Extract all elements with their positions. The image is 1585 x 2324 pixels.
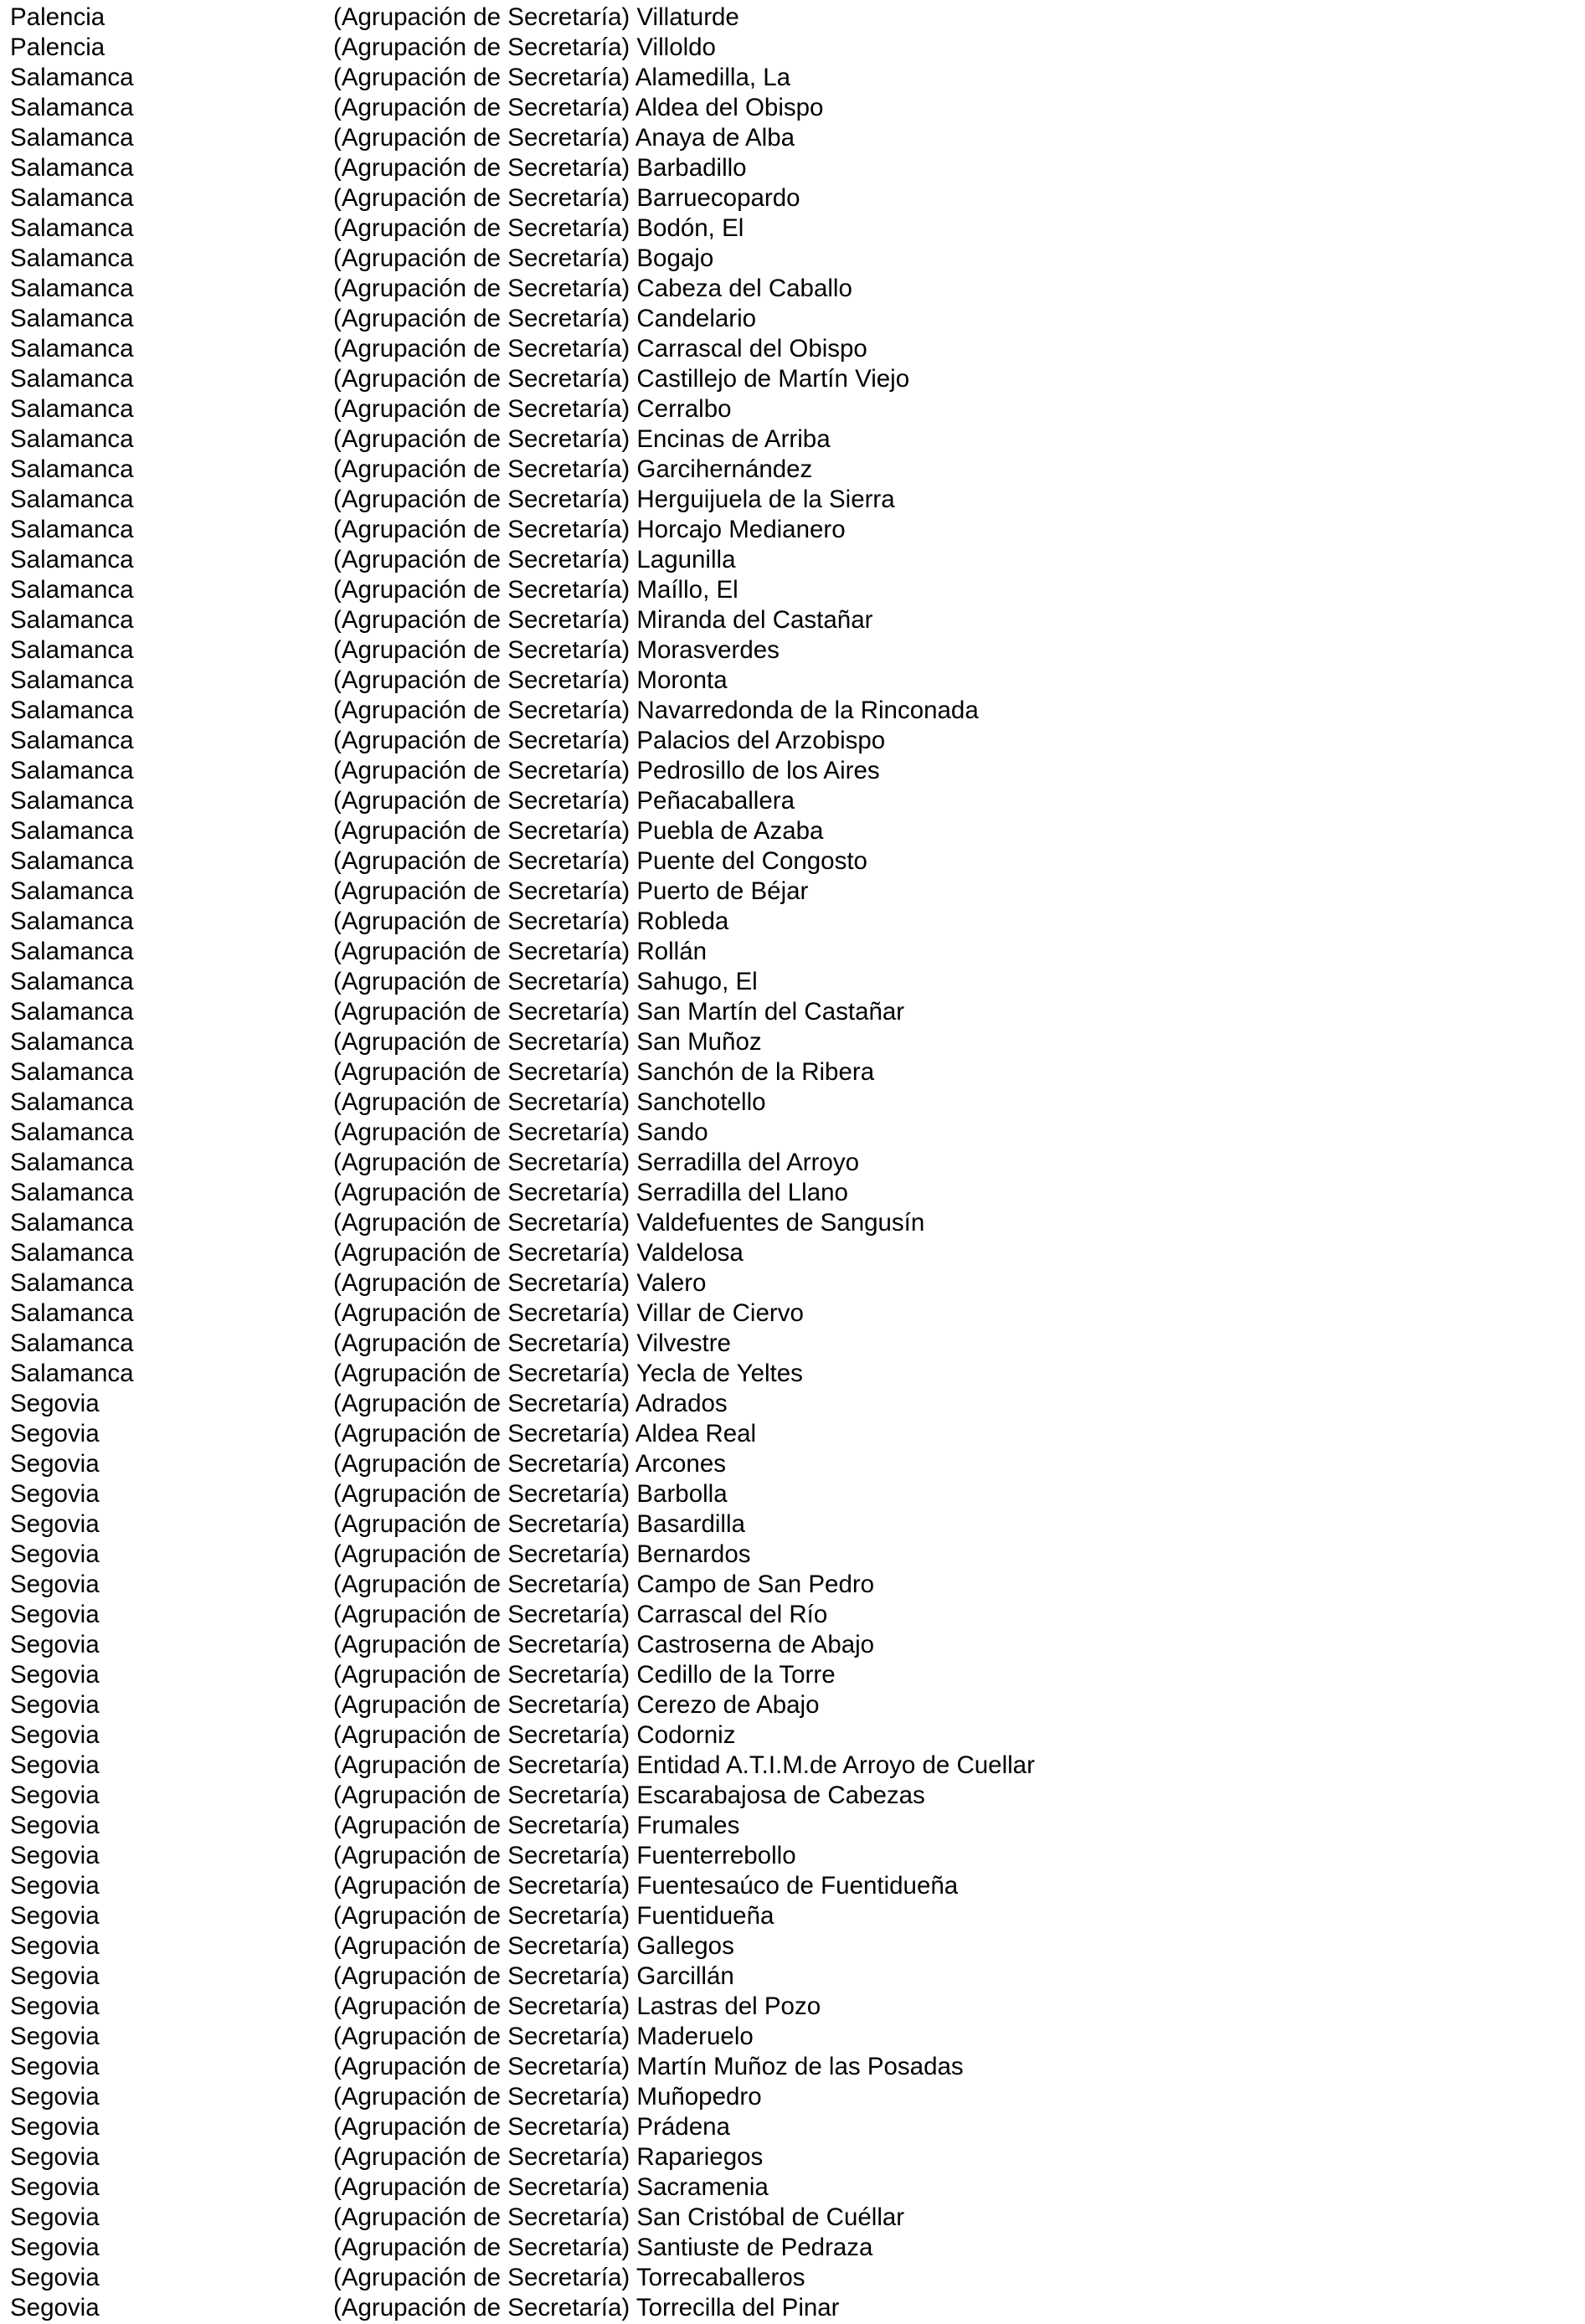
table-row (10, 1841, 1567, 1871)
table-row (10, 2293, 1567, 2323)
province-cell: Segovia (10, 2294, 100, 2321)
entity-cell: (Agrupación de Secretaría) Entidad A.T.I.M.de Arroyo de Cuellar (333, 1751, 1035, 1779)
province-cell: Segovia (10, 1782, 100, 1809)
table-row (10, 545, 1567, 575)
province-cell: Salamanca (10, 1028, 134, 1056)
entity-cell: (Agrupación de Secretaría) Campo de San Pedro (333, 1571, 875, 1598)
table-row (10, 1178, 1567, 1208)
province-cell: Salamanca (10, 1360, 134, 1387)
province-cell: Salamanca (10, 576, 134, 604)
table-row (10, 997, 1567, 1027)
entity-cell: (Agrupación de Secretaría) Gallegos (333, 1932, 734, 1960)
province-cell: Salamanca (10, 244, 134, 272)
province-cell: Segovia (10, 1902, 100, 1930)
table-row (10, 1087, 1567, 1118)
province-cell: Salamanca (10, 636, 134, 664)
table-row (10, 1419, 1567, 1449)
province-cell: Salamanca (10, 1329, 134, 1357)
table-row (10, 1600, 1567, 1630)
entity-cell: (Agrupación de Secretaría) Garcillán (333, 1962, 734, 1990)
province-cell: Segovia (10, 1631, 100, 1658)
table-row (10, 1298, 1567, 1329)
province-cell: Segovia (10, 1571, 100, 1598)
table-row (10, 2233, 1567, 2263)
entity-cell: (Agrupación de Secretaría) Bernardos (333, 1540, 751, 1568)
entity-cell: (Agrupación de Secretaría) Bodón, El (333, 214, 744, 242)
table-row (10, 2142, 1567, 2172)
province-cell: Segovia (10, 1691, 100, 1719)
entity-cell: (Agrupación de Secretaría) Prádena (333, 2113, 730, 2141)
table-row (10, 1027, 1567, 1057)
entity-cell: (Agrupación de Secretaría) Encinas de Arriba (333, 425, 831, 453)
entity-cell: (Agrupación de Secretaría) Basardilla (333, 1510, 745, 1538)
entity-cell: (Agrupación de Secretaría) Morasverdes (333, 636, 780, 664)
entity-cell: (Agrupación de Secretaría) Maíllo, El (333, 576, 738, 604)
table-row (10, 123, 1567, 153)
province-cell: Segovia (10, 1842, 100, 1869)
entity-cell: (Agrupación de Secretaría) Rollán (333, 938, 708, 965)
table-row (10, 1359, 1567, 1389)
table-row (10, 2082, 1567, 2112)
table-row (10, 726, 1567, 756)
table-row (10, 394, 1567, 424)
entity-cell: (Agrupación de Secretaría) Lagunilla (333, 546, 736, 573)
table-row (10, 1901, 1567, 1931)
province-cell: Segovia (10, 2203, 100, 2231)
entity-cell: (Agrupación de Secretaría) Lastras del Pozo (333, 1992, 821, 2020)
province-cell: Segovia (10, 2234, 100, 2261)
table-row (10, 2112, 1567, 2142)
table-row (10, 364, 1567, 394)
entity-cell: (Agrupación de Secretaría) Yecla de Yeltes (333, 1360, 803, 1387)
province-cell: Salamanca (10, 1239, 134, 1267)
province-cell: Salamanca (10, 365, 134, 393)
entity-cell: (Agrupación de Secretaría) Villar de Ciervo (333, 1299, 804, 1327)
table-row (10, 1871, 1567, 1901)
province-cell: Salamanca (10, 998, 134, 1026)
entity-cell: (Agrupación de Secretaría) Serradilla del Llano (333, 1179, 848, 1206)
entity-cell: (Agrupación de Secretaría) Barbadillo (333, 154, 747, 182)
province-cell: Salamanca (10, 938, 134, 965)
entity-cell: (Agrupación de Secretaría) Arcones (333, 1450, 726, 1478)
table-row (10, 575, 1567, 605)
entity-cell: (Agrupación de Secretaría) Pedrosillo de los Aires (333, 757, 880, 784)
table-row (10, 1660, 1567, 1690)
table-row (10, 1540, 1567, 1570)
province-cell: Salamanca (10, 486, 134, 513)
entity-cell: (Agrupación de Secretaría) San Martín del Castañar (333, 998, 905, 1026)
entity-cell: (Agrupación de Secretaría) Sando (333, 1118, 708, 1146)
entity-cell: (Agrupación de Secretaría) Villoldo (333, 33, 716, 61)
entity-cell: (Agrupación de Secretaría) Fuenterrebollo (333, 1842, 796, 1869)
table-row (10, 1148, 1567, 1178)
table-row (10, 846, 1567, 877)
entity-cell: (Agrupación de Secretaría) Valero (333, 1269, 707, 1297)
table-row (10, 635, 1567, 666)
entity-cell: (Agrupación de Secretaría) Cabeza del Caballo (333, 275, 852, 302)
table-row (10, 1811, 1567, 1841)
table-row (10, 1238, 1567, 1268)
table-row (10, 1329, 1567, 1359)
province-cell: Segovia (10, 1872, 100, 1900)
entity-cell: (Agrupación de Secretaría) Bogajo (333, 244, 714, 272)
province-cell: Segovia (10, 1661, 100, 1689)
table-row (10, 515, 1567, 545)
entity-cell: (Agrupación de Secretaría) Puente del Congosto (333, 847, 867, 875)
entity-cell: (Agrupación de Secretaría) Martín Muñoz de las Posadas (333, 2053, 964, 2080)
province-cell: Segovia (10, 1420, 100, 1447)
table-row (10, 2263, 1567, 2293)
table-row (10, 907, 1567, 937)
province-cell: Salamanca (10, 1118, 134, 1146)
table-row (10, 1720, 1567, 1751)
province-cell: Segovia (10, 1721, 100, 1749)
entity-cell: (Agrupación de Secretaría) San Muñoz (333, 1028, 762, 1056)
entity-cell: (Agrupación de Secretaría) Barruecopardo (333, 184, 800, 212)
province-cell: Segovia (10, 1450, 100, 1478)
province-cell: Salamanca (10, 727, 134, 754)
table-row (10, 93, 1567, 123)
table-row (10, 605, 1567, 635)
province-cell: Segovia (10, 2083, 100, 2111)
table-row (10, 1479, 1567, 1509)
table-row (10, 1057, 1567, 1087)
entity-cell: (Agrupación de Secretaría) Alamedilla, La (333, 64, 791, 91)
entity-cell: (Agrupación de Secretaría) Barbolla (333, 1480, 728, 1508)
table-row (10, 816, 1567, 846)
entity-cell: (Agrupación de Secretaría) Anaya de Alba (333, 124, 795, 152)
province-cell: Salamanca (10, 275, 134, 302)
province-cell: Salamanca (10, 1058, 134, 1086)
entity-cell: (Agrupación de Secretaría) Castroserna de Abajo (333, 1631, 875, 1658)
province-cell: Segovia (10, 2023, 100, 2050)
table-row (10, 967, 1567, 997)
entity-cell: (Agrupación de Secretaría) Valdelosa (333, 1239, 744, 1267)
table-row (10, 1751, 1567, 1781)
province-cell: Segovia (10, 2113, 100, 2141)
entity-cell: (Agrupación de Secretaría) Frumales (333, 1812, 740, 1839)
table-row (10, 153, 1567, 183)
table-row (10, 1389, 1567, 1419)
province-cell: Segovia (10, 1962, 100, 1990)
entity-cell: (Agrupación de Secretaría) Puebla de Azaba (333, 817, 824, 845)
province-cell: Palencia (10, 3, 105, 31)
table-row (10, 1630, 1567, 1660)
table-row (10, 2052, 1567, 2082)
province-cell: Salamanca (10, 184, 134, 212)
province-cell: Salamanca (10, 907, 134, 935)
province-cell: Salamanca (10, 546, 134, 573)
entity-cell: (Agrupación de Secretaría) Robleda (333, 907, 729, 935)
province-cell: Segovia (10, 1992, 100, 2020)
entity-cell: (Agrupación de Secretaría) San Cristóbal de Cuéllar (333, 2203, 905, 2231)
table-row (10, 455, 1567, 485)
table-row (10, 696, 1567, 726)
table-row (10, 63, 1567, 93)
province-cell: Salamanca (10, 214, 134, 242)
table-row (10, 183, 1567, 213)
province-cell: Salamanca (10, 1269, 134, 1297)
entity-cell: (Agrupación de Secretaría) Torrecilla del Pinar (333, 2294, 840, 2321)
province-cell: Salamanca (10, 154, 134, 182)
province-cell: Segovia (10, 2264, 100, 2291)
province-cell: Segovia (10, 2143, 100, 2171)
province-cell: Salamanca (10, 787, 134, 815)
province-cell: Salamanca (10, 425, 134, 453)
province-cell: Segovia (10, 2053, 100, 2080)
table-row (10, 1690, 1567, 1720)
table-row (10, 1992, 1567, 2022)
province-cell: Salamanca (10, 847, 134, 875)
entity-cell: (Agrupación de Secretaría) Rapariegos (333, 2143, 764, 2171)
entity-cell: (Agrupación de Secretaría) Muñopedro (333, 2083, 762, 2111)
province-cell: Salamanca (10, 305, 134, 332)
table-row (10, 937, 1567, 967)
province-cell: Segovia (10, 2173, 100, 2201)
entity-cell: (Agrupación de Secretaría) Fuentidueña (333, 1902, 774, 1930)
entity-cell: (Agrupación de Secretaría) Adrados (333, 1390, 728, 1417)
table-row (10, 213, 1567, 244)
table-row (10, 1509, 1567, 1540)
entity-cell: (Agrupación de Secretaría) Sahugo, El (333, 968, 758, 995)
entity-cell: (Agrupación de Secretaría) Herguijuela de la Sierra (333, 486, 895, 513)
entity-cell: (Agrupación de Secretaría) Torrecaballeros (333, 2264, 805, 2291)
entity-cell: (Agrupación de Secretaría) Moronta (333, 666, 728, 694)
province-cell: Salamanca (10, 817, 134, 845)
entity-cell: (Agrupación de Secretaría) Sacramenia (333, 2173, 769, 2201)
entity-cell: (Agrupación de Secretaría) Sanchotello (333, 1088, 766, 1116)
entity-cell: (Agrupación de Secretaría) Cerezo de Abajo (333, 1691, 820, 1719)
table-row (10, 1781, 1567, 1811)
table-row (10, 485, 1567, 515)
table-row (10, 2203, 1567, 2233)
table-row (10, 33, 1567, 63)
entity-cell: (Agrupación de Secretaría) Serradilla del Arroyo (333, 1149, 860, 1176)
entity-cell: (Agrupación de Secretaría) Aldea del Obispo (333, 94, 824, 121)
table-row (10, 1118, 1567, 1148)
entity-cell: (Agrupación de Secretaría) Navarredonda de la Rinconada (333, 697, 979, 724)
province-cell: Segovia (10, 1510, 100, 1538)
province-cell: Salamanca (10, 124, 134, 152)
province-cell: Segovia (10, 1480, 100, 1508)
province-cell: Segovia (10, 1751, 100, 1779)
entity-cell: (Agrupación de Secretaría) Fuentesaúco de Fuentidueña (333, 1872, 959, 1900)
table-row (10, 3, 1567, 33)
entity-cell: (Agrupación de Secretaría) Maderuelo (333, 2023, 754, 2050)
table-row (10, 1268, 1567, 1298)
entity-cell: (Agrupación de Secretaría) Santiuste de Pedraza (333, 2234, 873, 2261)
table-row (10, 424, 1567, 455)
province-cell: Segovia (10, 1812, 100, 1839)
table-row (10, 244, 1567, 274)
province-cell: Salamanca (10, 968, 134, 995)
entity-cell: (Agrupación de Secretaría) Escarabajosa de Cabezas (333, 1782, 925, 1809)
entity-cell: (Agrupación de Secretaría) Garcihernández (333, 455, 813, 483)
province-cell: Segovia (10, 1601, 100, 1628)
province-cell: Salamanca (10, 1088, 134, 1116)
table-row (10, 334, 1567, 364)
province-cell: Salamanca (10, 455, 134, 483)
entity-cell: (Agrupación de Secretaría) Carrascal del Obispo (333, 335, 867, 362)
table-row (10, 2172, 1567, 2203)
table-row (10, 1931, 1567, 1962)
province-cell: Palencia (10, 33, 105, 61)
entity-cell: (Agrupación de Secretaría) Codorniz (333, 1721, 736, 1749)
table-row (10, 666, 1567, 696)
entity-cell: (Agrupación de Secretaría) Valdefuentes de Sangusín (333, 1209, 925, 1237)
entity-cell: (Agrupación de Secretaría) Villaturde (333, 3, 739, 31)
entity-cell: (Agrupación de Secretaría) Vilvestre (333, 1329, 731, 1357)
table-row (10, 1570, 1567, 1600)
province-cell: Salamanca (10, 516, 134, 543)
entity-cell: (Agrupación de Secretaría) Candelario (333, 305, 757, 332)
province-cell: Salamanca (10, 1209, 134, 1237)
document-table (10, 3, 1567, 2323)
province-cell: Segovia (10, 1540, 100, 1568)
province-cell: Salamanca (10, 877, 134, 905)
province-cell: Salamanca (10, 1179, 134, 1206)
province-cell: Salamanca (10, 1149, 134, 1176)
table-row (10, 756, 1567, 786)
province-cell: Salamanca (10, 335, 134, 362)
table-row (10, 1962, 1567, 1992)
entity-cell: (Agrupación de Secretaría) Sanchón de la Ribera (333, 1058, 875, 1086)
province-cell: Salamanca (10, 697, 134, 724)
province-cell: Salamanca (10, 757, 134, 784)
table-row (10, 1449, 1567, 1479)
entity-cell: (Agrupación de Secretaría) Carrascal del Río (333, 1601, 828, 1628)
table-row (10, 2022, 1567, 2052)
entity-cell: (Agrupación de Secretaría) Puerto de Béjar (333, 877, 809, 905)
province-cell: Segovia (10, 1932, 100, 1960)
table-row (10, 877, 1567, 907)
entity-cell: (Agrupación de Secretaría) Aldea Real (333, 1420, 757, 1447)
entity-cell: (Agrupación de Secretaría) Cedillo de la Torre (333, 1661, 836, 1689)
entity-cell: (Agrupación de Secretaría) Castillejo de Martín Viejo (333, 365, 910, 393)
province-cell: Salamanca (10, 395, 134, 423)
province-cell: Salamanca (10, 666, 134, 694)
province-cell: Salamanca (10, 1299, 134, 1327)
province-cell: Segovia (10, 1390, 100, 1417)
province-cell: Salamanca (10, 64, 134, 91)
table-row (10, 1208, 1567, 1238)
entity-cell: (Agrupación de Secretaría) Miranda del Castañar (333, 606, 873, 634)
entity-cell: (Agrupación de Secretaría) Palacios del Arzobispo (333, 727, 886, 754)
table-row (10, 304, 1567, 334)
table-row (10, 274, 1567, 304)
province-cell: Salamanca (10, 606, 134, 634)
entity-cell: (Agrupación de Secretaría) Peñacaballera (333, 787, 795, 815)
entity-cell: (Agrupación de Secretaría) Horcajo Medianero (333, 516, 846, 543)
province-cell: Salamanca (10, 94, 134, 121)
table-row (10, 786, 1567, 816)
entity-cell: (Agrupación de Secretaría) Cerralbo (333, 395, 732, 423)
